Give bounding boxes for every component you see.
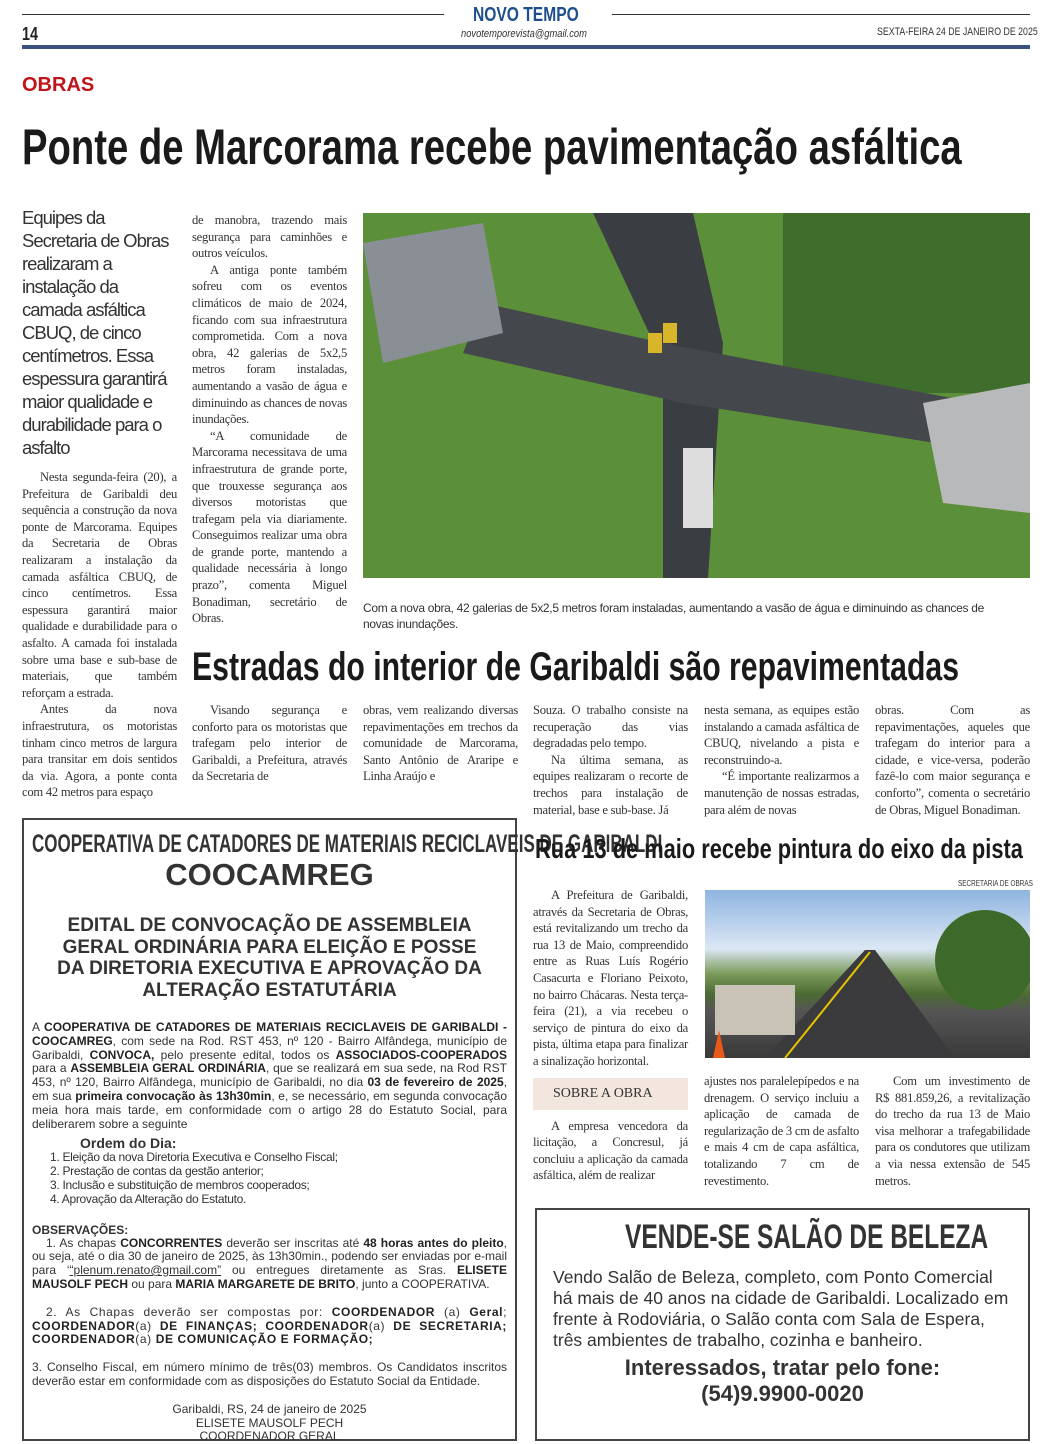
section-label: OBRAS <box>22 74 95 96</box>
photo-caption: Com a nova obra, 42 galerias de 5x2,5 metros foram instaladas, aumentando a vasão de água e diminuindo as chances de novas inundações. <box>363 601 984 631</box>
classified-body: Vendo Salão de Beleza, completo, com Ponto Comercial há mais de 40 anos na cidade de Garibaldi. Localizado em frente à Rodoviária, o Salão conta com Sala de Espera, três ambientes de trabalho, cozinha e banheiro. <box>553 1267 1009 1350</box>
notice-title: EDITAL DE CONVOCAÇÃO DE ASSEMBLEIA GERAL ORDINÁRIA PARA ELEIÇÃO E POSSE DA DIRETORIA EXECUTIVA E APROVAÇÃO DA ALTERAÇÃO ESTATUTÁRIA <box>57 915 482 1001</box>
header-rule-left <box>22 14 444 15</box>
notice-acronym: COOCAMREG <box>165 857 374 892</box>
paragraph: ajustes nos paralelepípedos e na drenagem. O serviço incluiu a aplicação de camada de regularização de 3 cm de asfalto e mais 4 cm de capa asfáltica, totalizando 7 cm de revestimento. <box>704 1074 859 1188</box>
paragraph: Antes da nova infraestrutura, os motoristas tinham cinco metros de largura para transitar em dois sentidos da via. Agora, a ponte conta com 42 metros para espaço <box>22 702 177 800</box>
notice-signature <box>32 1403 507 1444</box>
article3-col2 <box>533 1118 688 1184</box>
subhead-sobre-a-obra: SOBRE A OBRA <box>533 1078 688 1110</box>
aerial-bridge-photo <box>363 213 1030 578</box>
sign-name: ELISETE MAUSOLF PECH <box>195 1415 344 1430</box>
notice-body: A COOPERATIVA DE CATADORES DE MATERIAIS RECICLAVEIS DE GARIBALDI - COOCAMREG, com sede na Rod. RST 453, nº 120 - Bairro Alfândega, município de Garibaldi, CONVOCA, pelo presente edital, todos os ASSOCIADOS-COOPERADOS para a ASSEMBLEIA GERAL ORDINÁRIA, que se realizará em sua sede, na Rod RST 453, nº 120, Bairro Alfândega, município de Garibaldi, no dia 03 de fevereiro de 2025, em sua primeira convocação às 13h30min, e, se necessário, em segunda convocação meia hora mais tarde, em conformidade com o artigo 28 do Estatuto Social, para deliberarem sobre a seguinte <box>32 1020 508 1131</box>
article2-col1 <box>192 702 347 785</box>
article2-col2 <box>363 702 518 785</box>
article1-col2 <box>192 212 347 627</box>
header-bar <box>22 45 1030 49</box>
paragraph: Visando segurança e conforto para os motoristas que trafegam pelo interior de Garibaldi, a Prefeitura, através da Secretaria de <box>192 703 347 784</box>
paragraph: Na última semana, as equipes realizaram o recorte de trechos para instalação de material, base e sub-base. Já <box>533 752 688 817</box>
paragraph: Nesta segunda-feira (20), a Prefeitura de Garibaldi deu sequência a construção da nova ponte de Marcorama. Equipes da Secretaria de Obras realizaram a instalação da camada asfáltica CBUQ, de cinco centímetros. Essa espessura garantirá maior qualidade e durabilidade para o asfalto. A camada foi instalada sobre uma base e sub-base de materiais, que também reforçam a estrada. <box>22 470 177 700</box>
article3-col3 <box>704 1073 859 1189</box>
obs-1: 1. As chapas CONCORRENTES deverão ser inscritas até 48 horas antes do pleito, ou seja, até o dia 30 de janeiro de 2025, às 13h30min., podendo ser enviadas por e-mail para ‘“plenum.renato@gmail.com” ou entregues diretamente as Sras. ELISETE MAUSOLF PECH ou para MARIA MARGARETE DE BRITO, junto a COOPERATIVA. <box>32 1235 507 1291</box>
article1-headline: Ponte de Marcorama recebe pavimentação asfáltica <box>22 119 962 175</box>
paragraph: obras. Com as repavimentações, aqueles que trafegam do interior para a cidade, e vice-versa, poderão fazê-lo com maior segurança e conforto”, comenta o secretário de Obras, Miguel Bonadiman. <box>875 703 1030 817</box>
masthead: NOVO TEMPO <box>473 4 579 26</box>
agenda-item: 4. Aprovação da Alteração do Estatuto. <box>50 1191 247 1206</box>
issue-date: SEXTA-FEIRA 24 DE JANEIRO DE 2025 <box>877 26 1038 38</box>
classified-title: VENDE-SE SALÃO DE BELEZA <box>625 1218 989 1256</box>
paragraph: “É importante realizarmos a manutenção de nossas estradas, para além de novas <box>704 769 859 817</box>
article2-col5 <box>875 702 1030 818</box>
paragraph: A Prefeitura de Garibaldi, através da Secretaria de Obras, está revitalizando um trecho da rua 13 de Maio, compreendido entre as Ruas Luís Rogério Casacurta e Floriano Peixoto, no bairro Chácaras. Nesta terça-feira (21), a via recebeu o serviço de pintura do eixo da pista, última etapa para finalizar a sinalização horizontal. <box>533 888 688 1068</box>
paragraph: A empresa vencedora da licitação, a Concresul, já concluiu a aplicação da camada asfáltica, além de realizar <box>533 1118 688 1183</box>
article1-deck: Equipes da Secretaria de Obras realizaram a instalação da camada asfáltica CBUQ, de cinco centímetros. Essa espessura garantirá maior qualidade e durabilidade para o asfalto <box>22 207 169 458</box>
paragraph: Souza. O trabalho consiste na recuperação das vias degradadas pelo tempo. <box>533 703 688 751</box>
street-photo <box>705 890 1030 1058</box>
paragraph: A antiga ponte também sofreu com os eventos climáticos de maio de 2024, ficando com sua infraestrutura comprometida. Com a nova obra, 42 galerias de 5x2,5 metros foram instaladas, aumentando a vasão de água e diminuindo as chances de novas inundações. <box>192 262 347 427</box>
classified-phone[interactable]: (54)9.9900-0020 <box>701 1381 864 1406</box>
article2-col4 <box>704 702 859 818</box>
obs-3: 3. Conselho Fiscal, em número mínimo de três(03) membros. Os Candidatos inscritos deverão estar em conformidade com as disposições do Estatuto Social da Entidade. <box>32 1360 507 1388</box>
header-rule-right <box>612 14 1030 15</box>
sign-role: COORDENADOR GERAL <box>199 1429 340 1444</box>
paragraph: obras, vem realizando diversas repavimentações em trechos da comunidade de Marcorama, Santo Antônio de Araripe e Linha Araújo e <box>363 703 518 784</box>
page-number: 14 <box>22 24 39 44</box>
article1-left-flow <box>22 206 177 801</box>
article1-col1 <box>22 469 177 801</box>
obs-2: 2. As Chapas deverão ser compostas por: COORDENADOR (a) Geral; COORDENADOR(a) DE FINANÇAS; COORDENADOR(a) DE SECRETARIA; COORDENADOR(a) DE COMUNICAÇÃO E FORMAÇÃO; <box>32 1304 508 1347</box>
paragraph: de manobra, trazendo mais segurança para caminhões e outros veículos. <box>192 213 347 261</box>
agenda-item: 3. Inclusão e substituição de membros cooperados; <box>50 1177 310 1192</box>
agenda-item: 2. Prestação de contas da gestão anterior; <box>50 1164 264 1179</box>
sign-place-date: Garibaldi, RS, 24 de janeiro de 2025 <box>172 1401 367 1416</box>
notice-org: COOPERATIVA DE CATADORES DE MATERIAIS RECICLAVEIS DE GARIBALDI <box>32 830 663 858</box>
article3-left-flow <box>533 887 688 1184</box>
paragraph: Com um investimento de R$ 881.859,26, a revitalização do trecho da rua 13 de Maio visa melhorar a trafegabilidade para os condutores que utilizam a via nessa extensão de 545 metros. <box>875 1074 1030 1188</box>
paragraph: nesta semana, as equipes estão instalando a camada asfáltica de CBUQ, nivelando a pista e reconstruindo-a. <box>704 703 859 767</box>
paragraph: “A comunidade de Marcorama necessitava de uma infraestrutura de grande porte, que trouxesse segurança aos diversos motoristas que trafegam pela via diariamente. Conseguimos realizar uma obra de grande porte, mantendo a qualidade necessária à longo prazo”, comenta Miguel Bonadiman, secretário de Obras. <box>192 428 347 626</box>
article3-col4 <box>875 1073 1030 1189</box>
article3-headline: Rua 13 de maio recebe pintura do eixo da pista <box>535 833 1023 864</box>
notice-email-link[interactable]: “plenum.renato@gmail.com” <box>69 1263 222 1278</box>
article2-headline: Estradas do interior de Garibaldi são repavimentadas <box>192 645 960 689</box>
agenda-title: Ordem do Dia: <box>80 1135 177 1152</box>
article2-col3 <box>533 702 688 818</box>
article3-col1 <box>533 887 688 1070</box>
classified-cta: Interessados, tratar pelo fone: <box>624 1355 941 1380</box>
agenda-item: 1. Eleição da nova Diretoria Executiva e Conselho Fiscal; <box>50 1150 338 1165</box>
photo-credit: SECRETARIA DE OBRAS <box>958 879 1033 888</box>
email[interactable]: novotemporevista@gmail.com <box>461 28 587 40</box>
agenda-list <box>50 1151 507 1206</box>
classified-ad <box>535 1208 1030 1441</box>
obs-title: OBSERVAÇÕES: <box>32 1222 129 1237</box>
